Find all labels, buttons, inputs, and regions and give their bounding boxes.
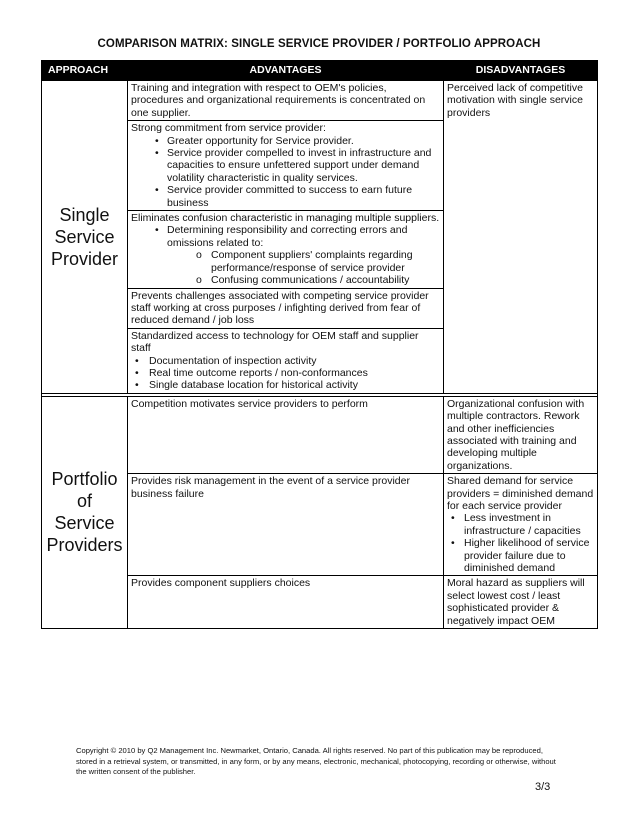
document-title: COMPARISON MATRIX: SINGLE SERVICE PROVIDER / PORTFOLIO APPROACH [97,38,541,50]
list-item: • Less investment in infrastructure / capacities [447,512,594,537]
header-disadvantages: DISADVANTAGES [444,61,598,81]
portfolio-disadvantage-moral-hazard: Moral hazard as suppliers will select lowest cost / least sophisticated provider & negatively impact OEM [444,576,598,629]
commitment-list [131,135,440,209]
single-advantage-eliminates-confusion: Eliminates confusion characteristic in managing multiple suppliers. • Determining responsibility and correcting errors and omissions related to: o Component suppliers' complaints regarding performance/response of service provider o Confusing communications / accountability [128,211,444,288]
portfolio-disadvantage-shared-demand: Shared demand for service providers = diminished demand for each service provider • Less investment in infrastructure / capacities • Higher likelihood of service provider failure due to diminished demand [444,474,598,576]
list-item: • Real time outcome reports / non-conformances [131,367,440,379]
single-disadvantage: Perceived lack of competitive motivation with single service providers [444,81,598,394]
header-advantages: ADVANTAGES [128,61,444,81]
list-item: • Service provider committed to success to earn future business [131,184,440,209]
single-advantage-commitment: Strong commitment from service provider: • Greater opportunity for Service provider. • Service provider compelled to invest in infrastructure and capacities to ensure unfettered support under demand volatility characteristic in quality services. • Service provider committed to success to earn future business [128,121,444,211]
list-item: o Component suppliers' complaints regarding performance/response of service provider [131,249,440,274]
list-item: • Documentation of inspection activity [131,355,440,367]
comparison-matrix-table [41,60,598,629]
list-item: o Confusing communications / accountability [131,274,440,286]
single-advantage-prevents-challenges: Prevents challenges associated with competing service provider staff working at cross purposes / infighting derived from fear of reduced demand / job loss [128,288,444,328]
copyright-footer: Copyright © 2010 by Q2 Management Inc. Newmarket, Ontario, Canada. All rights reserved. No part of this publication may be reproduced, stored in a retrieval system, or transmitted, in any form, or by any means, electronic, mechanical, photocopying, recording or otherwise, without the written consent of the publisher. [76,746,556,776]
header-approach: APPROACH [42,61,128,81]
single-advantage-standardized-access: Standardized access to technology for OEM staff and supplier staff • Documentation of inspection activity • Real time outcome reports / non-conformances • Single database location for historical activity [128,328,444,393]
single-advantage-training: Training and integration with respect to OEM's policies, procedures and organizational requirements is concentrated on one supplier. [128,81,444,121]
table-row [42,81,598,121]
approach-single-service-provider: Single Service Provider [42,81,128,394]
list-item: • Single database location for historical activity [131,379,440,391]
list-item: • Greater opportunity for Service provider. [131,135,440,147]
portfolio-advantage-risk-management: Provides risk management in the event of a service provider business failure [128,474,444,576]
list-item: • Service provider compelled to invest in infrastructure and capacities to ensure unfettered support under demand volatility characteristic in quality services. [131,147,440,184]
approach-portfolio-of-service-providers: Portfolio of Service Providers [42,396,128,628]
page-number: 3/3 [535,781,551,793]
portfolio-advantage-choices: Provides component suppliers choices [128,576,444,629]
portfolio-disadvantage-confusion: Organizational confusion with multiple contractors. Rework and other inefficiencies associated with training and developing multiple organizations. [444,396,598,473]
portfolio-advantage-competition: Competition motivates service providers to perform [128,396,444,473]
header-row [42,61,598,81]
table-row [42,396,598,473]
list-item: • Higher likelihood of service provider failure due to diminished demand [447,537,594,574]
list-item: • Determining responsibility and correcting errors and omissions related to: [131,224,440,249]
